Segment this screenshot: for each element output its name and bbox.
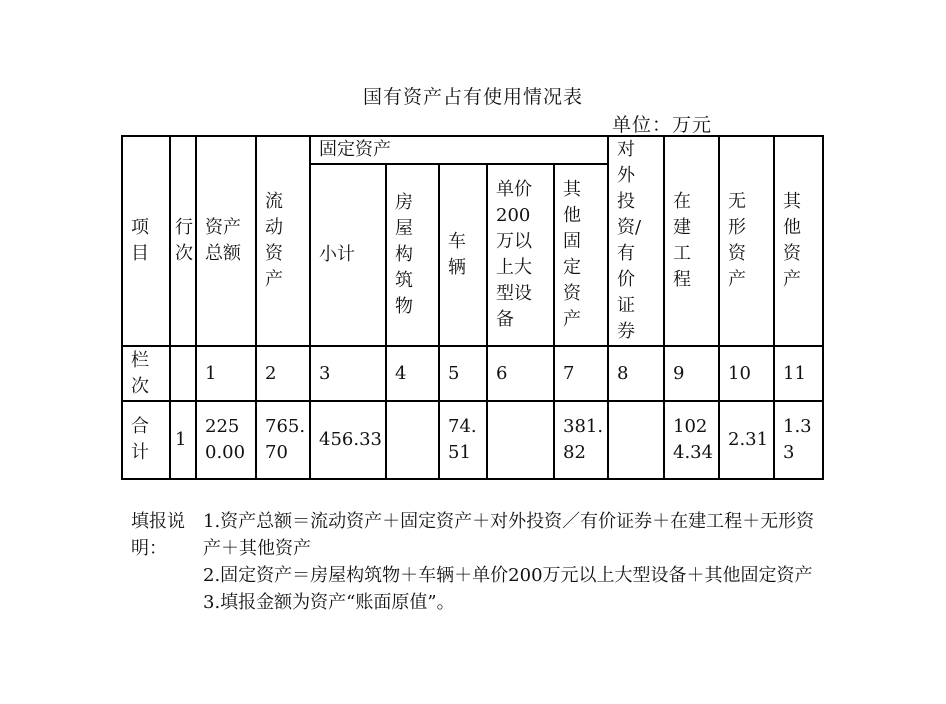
column-no: 10 [719, 346, 774, 401]
note-item: 1.资产总额＝流动资产＋固定资产＋对外投资／有价证券＋在建工程＋无形资产＋其他资产 [203, 511, 815, 559]
cell-vehicles: 74.51 [439, 401, 487, 479]
cell-large-equipment [487, 401, 554, 479]
header-buildings: 房屋构筑物 [386, 164, 439, 346]
notes-list [203, 508, 823, 616]
note-item: 2.固定资产＝房屋构筑物＋车辆＋单价200万元以上大型设备＋其他固定资产 [203, 565, 813, 586]
column-no: 6 [487, 346, 554, 401]
column-no: 9 [664, 346, 719, 401]
cell-other-assets: 1.33 [774, 401, 823, 479]
cell-intangible: 2.31 [719, 401, 774, 479]
column-no: 1 [196, 346, 256, 401]
header-total-assets: 资产总额 [196, 136, 256, 346]
total-row-label: 合计 [122, 401, 170, 479]
cell-current-assets: 765.70 [256, 401, 310, 479]
column-no: 11 [774, 346, 823, 401]
asset-table [121, 135, 824, 480]
notes-label: 填报说明： [131, 511, 185, 559]
column-no: 7 [554, 346, 608, 401]
column-no: 4 [386, 346, 439, 401]
total-row-no: 1 [170, 401, 196, 479]
header-fixed-assets: 固定资产 [310, 136, 608, 164]
header-other-assets: 其他资产 [774, 136, 823, 346]
cell-construction: 1024.34 [664, 401, 719, 479]
column-no: 2 [256, 346, 310, 401]
total-row [122, 401, 823, 479]
column-row-label: 栏次 [122, 346, 170, 401]
header-intangible: 无形资产 [719, 136, 774, 346]
header-current-assets: 流动资产 [256, 136, 310, 346]
header-vehicles: 车辆 [439, 164, 487, 346]
column-no: 3 [310, 346, 386, 401]
column-no: 5 [439, 346, 487, 401]
column-no: 8 [608, 346, 664, 401]
cell-investment [608, 401, 664, 479]
column-number-row [122, 346, 823, 401]
header-subtotal: 小计 [310, 164, 386, 346]
cell-other-fixed: 381.82 [554, 401, 608, 479]
cell-buildings [386, 401, 439, 479]
header-investment: 对外投资/有价证券 [608, 136, 664, 346]
header-row-no: 行次 [170, 136, 196, 346]
page-title: 国有资产占有使用情况表 [362, 86, 583, 108]
cell-total-assets: 2250.00 [196, 401, 256, 479]
note-item: 3.填报金额为资产“账面原值”。 [203, 592, 455, 613]
header-item: 项目 [122, 136, 170, 346]
cell-subtotal: 456.33 [310, 401, 386, 479]
header-large-equipment: 单价200万以上大型设备 [487, 164, 554, 346]
header-construction: 在建工程 [664, 136, 719, 346]
unit-label: 单位：万元 [612, 114, 713, 136]
header-other-fixed: 其他固定资产 [554, 164, 608, 346]
